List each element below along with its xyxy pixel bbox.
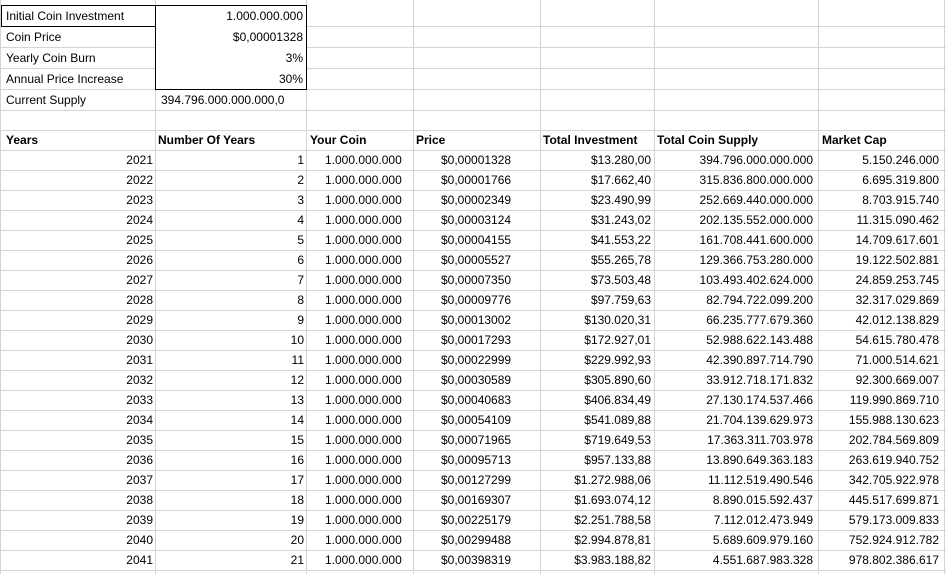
- table-cell-number-of-years[interactable]: 18: [290, 493, 304, 507]
- table-cell-total-coin-supply[interactable]: 33.912.718.171.832: [706, 373, 813, 387]
- table-cell-price[interactable]: $0,00001328: [441, 153, 512, 167]
- table-cell-year[interactable]: 2028: [126, 293, 153, 307]
- table-cell-total-investment[interactable]: $172.927,01: [584, 333, 651, 347]
- table-cell-number-of-years[interactable]: 6: [297, 253, 304, 267]
- table-cell-market-cap[interactable]: 579.173.009.833: [848, 513, 939, 527]
- table-cell-total-coin-supply[interactable]: 103.493.402.624.000: [699, 273, 813, 287]
- parameter-value[interactable]: 3%: [285, 51, 303, 65]
- table-cell-total-investment[interactable]: $73.503,48: [590, 273, 651, 287]
- table-cell-total-coin-supply[interactable]: 52.988.622.143.488: [706, 333, 813, 347]
- table-cell-number-of-years[interactable]: 2: [297, 173, 304, 187]
- table-cell-number-of-years[interactable]: 20: [290, 533, 304, 547]
- table-cell-your-coin[interactable]: 1.000.000.000: [325, 473, 402, 487]
- column-header-market-cap[interactable]: Market Cap: [822, 133, 887, 147]
- table-cell-total-investment[interactable]: $3.983.188,82: [574, 553, 651, 567]
- parameter-value[interactable]: $0,00001328: [232, 30, 303, 44]
- table-cell-total-investment[interactable]: $1.272.988,06: [574, 473, 651, 487]
- table-cell-total-investment[interactable]: $17.662,40: [590, 173, 651, 187]
- table-cell-total-coin-supply[interactable]: 82.794.722.099.200: [706, 293, 813, 307]
- table-cell-price[interactable]: $0,00398319: [441, 553, 512, 567]
- table-cell-market-cap[interactable]: 54.615.780.478: [855, 333, 939, 347]
- table-cell-number-of-years[interactable]: 12: [290, 373, 304, 387]
- table-cell-price[interactable]: $0,00095713: [441, 453, 512, 467]
- table-cell-number-of-years[interactable]: 17: [290, 473, 304, 487]
- table-cell-number-of-years[interactable]: 4: [297, 213, 304, 227]
- table-cell-market-cap[interactable]: 445.517.699.871: [848, 493, 939, 507]
- table-cell-your-coin[interactable]: 1.000.000.000: [325, 273, 402, 287]
- table-cell-total-investment[interactable]: $305.890,60: [584, 373, 651, 387]
- table-cell-year[interactable]: 2036: [126, 453, 153, 467]
- column-header-total-coin-supply[interactable]: Total Coin Supply: [657, 133, 759, 147]
- table-cell-price[interactable]: $0,00001766: [441, 173, 512, 187]
- table-cell-market-cap[interactable]: 119.990.869.710: [849, 393, 939, 407]
- table-cell-market-cap[interactable]: 24.859.253.745: [855, 273, 939, 287]
- table-cell-total-coin-supply[interactable]: 42.390.897.714.790: [706, 353, 813, 367]
- table-cell-total-coin-supply[interactable]: 394.796.000.000.000: [699, 153, 813, 167]
- table-cell-total-coin-supply[interactable]: 21.704.139.629.973: [706, 413, 813, 427]
- table-cell-year[interactable]: 2040: [126, 533, 153, 547]
- table-cell-year[interactable]: 2033: [126, 393, 153, 407]
- table-cell-your-coin[interactable]: 1.000.000.000: [325, 413, 402, 427]
- table-cell-total-investment[interactable]: $55.265,78: [590, 253, 651, 267]
- table-cell-number-of-years[interactable]: 11: [291, 353, 304, 367]
- parameter-value[interactable]: 1.000.000.000: [226, 9, 303, 23]
- table-cell-market-cap[interactable]: 19.122.502.881: [855, 253, 939, 267]
- table-cell-your-coin[interactable]: 1.000.000.000: [325, 293, 402, 307]
- table-cell-total-investment[interactable]: $41.553,22: [590, 233, 651, 247]
- table-cell-number-of-years[interactable]: 15: [290, 433, 304, 447]
- table-cell-your-coin[interactable]: 1.000.000.000: [325, 313, 402, 327]
- parameter-value[interactable]: 30%: [278, 72, 303, 86]
- gridline: [944, 0, 945, 574]
- table-cell-total-investment[interactable]: $13.280,00: [590, 153, 651, 167]
- table-cell-your-coin[interactable]: 1.000.000.000: [325, 253, 402, 267]
- table-cell-number-of-years[interactable]: 1: [297, 153, 304, 167]
- table-cell-year[interactable]: 2031: [126, 353, 153, 367]
- table-cell-total-investment[interactable]: $719.649,53: [584, 433, 651, 447]
- table-cell-price[interactable]: $0,00299488: [441, 533, 512, 547]
- column-header-total-investment[interactable]: Total Investment: [543, 133, 638, 147]
- parameter-label[interactable]: Yearly Coin Burn: [6, 51, 96, 65]
- table-cell-year[interactable]: 2025: [126, 233, 153, 247]
- table-cell-price[interactable]: $0,00030589: [441, 373, 512, 387]
- table-cell-price[interactable]: $0,00005527: [441, 253, 512, 267]
- column-header-number-of-years[interactable]: Number Of Years: [158, 133, 256, 147]
- table-cell-your-coin[interactable]: 1.000.000.000: [325, 233, 402, 247]
- table-cell-number-of-years[interactable]: 3: [297, 193, 304, 207]
- table-cell-market-cap[interactable]: 263.619.940.752: [848, 453, 939, 467]
- table-cell-market-cap[interactable]: 155.988.130.623: [848, 413, 939, 427]
- table-cell-total-coin-supply[interactable]: 5.689.609.979.160: [712, 533, 813, 547]
- table-cell-total-coin-supply[interactable]: 161.708.441.600.000: [699, 233, 813, 247]
- table-cell-your-coin[interactable]: 1.000.000.000: [325, 213, 402, 227]
- table-cell-number-of-years[interactable]: 13: [290, 393, 304, 407]
- table-cell-total-investment[interactable]: $31.243,02: [590, 213, 651, 227]
- table-cell-market-cap[interactable]: 978.802.386.617: [848, 553, 939, 567]
- table-cell-total-coin-supply[interactable]: 315.836.800.000.000: [699, 173, 813, 187]
- table-cell-total-investment[interactable]: $957.133,88: [584, 453, 651, 467]
- table-cell-your-coin[interactable]: 1.000.000.000: [325, 533, 402, 547]
- table-cell-total-coin-supply[interactable]: 27.130.174.537.466: [706, 393, 813, 407]
- table-cell-price[interactable]: $0,00009776: [441, 293, 512, 307]
- table-cell-total-coin-supply[interactable]: 17.363.311.703.978: [707, 433, 813, 447]
- table-cell-your-coin[interactable]: 1.000.000.000: [325, 193, 402, 207]
- table-cell-your-coin[interactable]: 1.000.000.000: [325, 433, 402, 447]
- column-header-price[interactable]: Price: [416, 133, 446, 147]
- table-cell-price[interactable]: $0,00007350: [441, 273, 512, 287]
- table-cell-total-coin-supply[interactable]: 13.890.649.363.183: [706, 453, 813, 467]
- table-cell-your-coin[interactable]: 1.000.000.000: [325, 453, 402, 467]
- table-cell-market-cap[interactable]: 11.315.090.462: [856, 213, 939, 227]
- table-cell-total-coin-supply[interactable]: 8.890.015.592.437: [712, 493, 813, 507]
- table-cell-number-of-years[interactable]: 7: [297, 273, 304, 287]
- table-cell-number-of-years[interactable]: 14: [290, 413, 304, 427]
- table-cell-number-of-years[interactable]: 9: [297, 313, 304, 327]
- table-cell-price[interactable]: $0,00225179: [441, 513, 512, 527]
- table-cell-number-of-years[interactable]: 19: [290, 513, 304, 527]
- table-cell-price[interactable]: $0,00003124: [441, 213, 512, 227]
- table-cell-total-investment[interactable]: $541.089,88: [584, 413, 651, 427]
- table-cell-total-investment[interactable]: $2.251.788,58: [574, 513, 651, 527]
- parameter-label[interactable]: Current Supply: [6, 93, 87, 107]
- table-cell-price[interactable]: $0,00013002: [441, 313, 512, 327]
- table-cell-your-coin[interactable]: 1.000.000.000: [325, 373, 402, 387]
- table-cell-market-cap[interactable]: 92.300.669.007: [855, 373, 939, 387]
- table-cell-year[interactable]: 2037: [126, 473, 153, 487]
- table-cell-total-investment[interactable]: $406.834,49: [584, 393, 651, 407]
- table-cell-market-cap[interactable]: 342.705.922.978: [848, 473, 939, 487]
- table-cell-your-coin[interactable]: 1.000.000.000: [325, 153, 402, 167]
- parameter-label[interactable]: Annual Price Increase: [6, 72, 124, 86]
- table-cell-year[interactable]: 2022: [126, 173, 153, 187]
- table-cell-number-of-years[interactable]: 10: [290, 333, 304, 347]
- table-cell-price[interactable]: $0,00004155: [441, 233, 512, 247]
- table-cell-total-investment[interactable]: $2.994.878,81: [574, 533, 651, 547]
- table-cell-total-investment[interactable]: $97.759,63: [590, 293, 651, 307]
- table-cell-total-investment[interactable]: $23.490,99: [590, 193, 651, 207]
- table-cell-total-coin-supply[interactable]: 202.135.552.000.000: [699, 213, 813, 227]
- table-cell-your-coin[interactable]: 1.000.000.000: [325, 513, 402, 527]
- table-cell-price[interactable]: $0,00022999: [441, 353, 512, 367]
- table-cell-total-investment[interactable]: $1.693.074,12: [574, 493, 651, 507]
- table-cell-price[interactable]: $0,00040683: [441, 393, 512, 407]
- table-cell-number-of-years[interactable]: 8: [297, 293, 304, 307]
- table-cell-total-investment[interactable]: $229.992,93: [584, 353, 651, 367]
- table-cell-total-coin-supply[interactable]: 66.235.777.679.360: [706, 313, 813, 327]
- column-header-your-coin[interactable]: Your Coin: [310, 133, 367, 147]
- table-cell-price[interactable]: $0,00071965: [441, 433, 512, 447]
- table-cell-your-coin[interactable]: 1.000.000.000: [325, 393, 402, 407]
- table-cell-year[interactable]: 2035: [126, 433, 153, 447]
- table-cell-your-coin[interactable]: 1.000.000.000: [325, 553, 402, 567]
- table-cell-year[interactable]: 2039: [126, 513, 153, 527]
- table-cell-year[interactable]: 2026: [126, 253, 153, 267]
- table-cell-market-cap[interactable]: 32.317.029.869: [855, 293, 939, 307]
- parameter-label[interactable]: Initial Coin Investment: [6, 9, 125, 23]
- table-cell-price[interactable]: $0,00054109: [441, 413, 512, 427]
- table-cell-year[interactable]: 2029: [126, 313, 153, 327]
- table-cell-market-cap[interactable]: 6.695.319.800: [862, 173, 939, 187]
- table-cell-number-of-years[interactable]: 21: [290, 553, 304, 567]
- table-cell-year[interactable]: 2041: [126, 553, 153, 567]
- table-cell-total-coin-supply[interactable]: 252.669.440.000.000: [699, 193, 813, 207]
- table-cell-year[interactable]: 2024: [126, 213, 153, 227]
- table-cell-market-cap[interactable]: 202.784.569.809: [848, 433, 939, 447]
- gridline: [0, 570, 946, 571]
- table-cell-year[interactable]: 2023: [126, 193, 153, 207]
- table-cell-market-cap[interactable]: 71.000.514.621: [855, 353, 939, 367]
- table-cell-total-coin-supply[interactable]: 129.366.753.280.000: [699, 253, 813, 267]
- table-cell-number-of-years[interactable]: 5: [297, 233, 304, 247]
- table-cell-your-coin[interactable]: 1.000.000.000: [325, 333, 402, 347]
- table-cell-number-of-years[interactable]: 16: [290, 453, 304, 467]
- parameter-value[interactable]: 394.796.000.000.000,0: [161, 93, 285, 107]
- table-cell-year[interactable]: 2021: [126, 153, 153, 167]
- table-cell-total-coin-supply[interactable]: 7.112.012.473.949: [713, 513, 813, 527]
- table-cell-price[interactable]: $0,00127299: [441, 473, 512, 487]
- gridline: [0, 110, 946, 111]
- table-cell-market-cap[interactable]: 14.709.617.601: [855, 233, 939, 247]
- table-cell-year[interactable]: 2027: [126, 273, 153, 287]
- table-cell-market-cap[interactable]: 8.703.915.740: [862, 193, 939, 207]
- table-cell-price[interactable]: $0,00169307: [441, 493, 512, 507]
- table-cell-year[interactable]: 2034: [126, 413, 153, 427]
- parameter-label[interactable]: Coin Price: [6, 30, 62, 44]
- column-header-year[interactable]: Years: [6, 133, 39, 147]
- table-cell-market-cap[interactable]: 752.924.912.782: [848, 533, 939, 547]
- table-cell-total-coin-supply[interactable]: 11.112.519.490.546: [708, 473, 813, 487]
- table-cell-year[interactable]: 2030: [126, 333, 153, 347]
- table-cell-total-coin-supply[interactable]: 4.551.687.983.328: [712, 553, 813, 567]
- table-cell-price[interactable]: $0,00017293: [441, 333, 512, 347]
- table-cell-price[interactable]: $0,00002349: [441, 193, 512, 207]
- table-cell-year[interactable]: 2038: [126, 493, 153, 507]
- table-cell-market-cap[interactable]: 5.150.246.000: [862, 153, 939, 167]
- table-cell-market-cap[interactable]: 42.012.138.829: [855, 313, 939, 327]
- table-cell-your-coin[interactable]: 1.000.000.000: [325, 353, 402, 367]
- table-cell-year[interactable]: 2032: [126, 373, 153, 387]
- table-cell-total-investment[interactable]: $130.020,31: [584, 313, 651, 327]
- table-cell-your-coin[interactable]: 1.000.000.000: [325, 493, 402, 507]
- table-cell-your-coin[interactable]: 1.000.000.000: [325, 173, 402, 187]
